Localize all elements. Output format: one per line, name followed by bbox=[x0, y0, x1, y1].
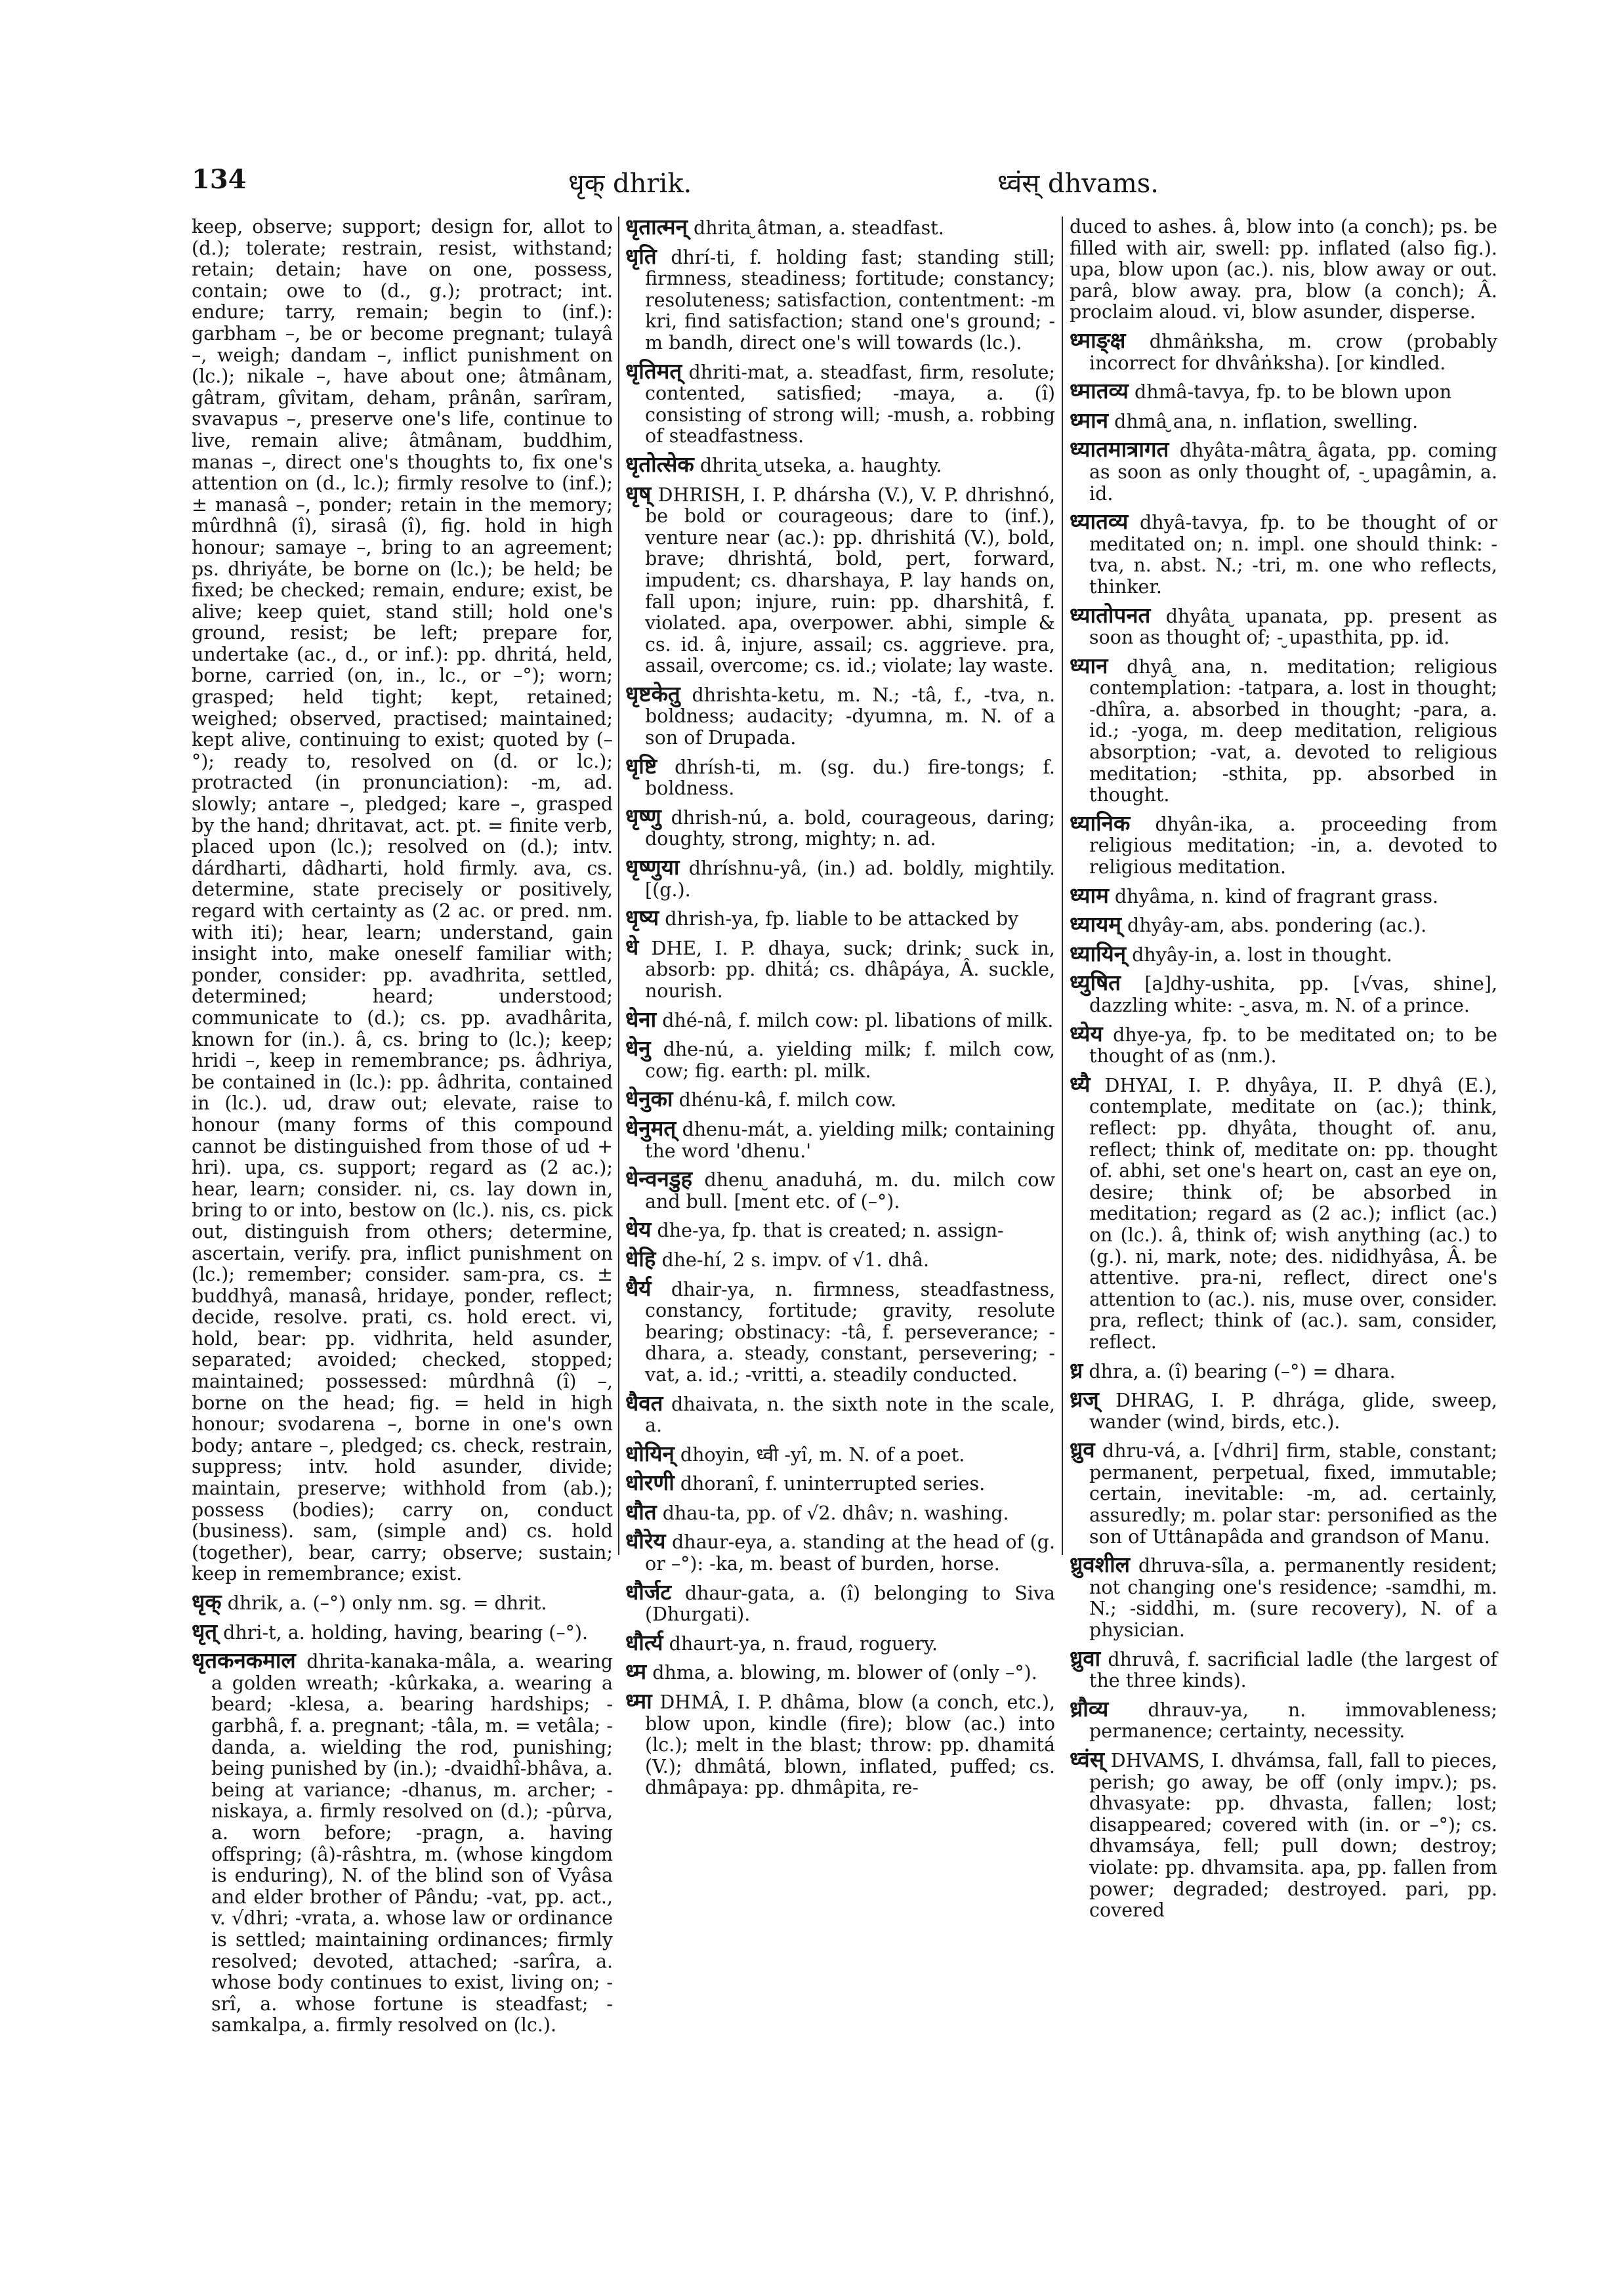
dictionary-entry bbox=[625, 451, 1055, 477]
headword: ध्मा bbox=[625, 1688, 652, 1714]
headword: धृक् bbox=[192, 1589, 222, 1615]
entry-text: dhaur-gata, a. (î) belonging to Siva (Dhurgati). bbox=[645, 1582, 1056, 1626]
headword: धृत् bbox=[192, 1618, 218, 1644]
dictionary-entry bbox=[1070, 436, 1497, 505]
dictionary-entry bbox=[1070, 378, 1497, 404]
entry-text: dhaur-eya, a. standing at the head of (g. or –°): -ka, m. beast of burden, horse. bbox=[645, 1531, 1055, 1575]
entry-text: dhmâṅksha, m. crow (probably incorrect for dhvâṅksha). [or kindled. bbox=[1089, 330, 1498, 374]
entry-text: dhrish-nú, a. bold, courageous, daring; doughty, strong, mighty; n. ad. bbox=[645, 806, 1055, 850]
dictionary-entry bbox=[1070, 940, 1497, 966]
entry-text: dhríshnu-yâ, (in.) ad. boldly, mightily. [(g.). bbox=[645, 858, 1055, 901]
entry-text: dhrita ̮âtman, a. steadfast. bbox=[694, 217, 944, 239]
entry-text: dhyây-am, abs. pondering (ac.). bbox=[1127, 915, 1427, 937]
dictionary-entry bbox=[625, 934, 1055, 1003]
dictionary-entry bbox=[192, 1589, 613, 1615]
entry-text: dhoyin, ध्वी -yî, m. N. of a poet. bbox=[680, 1443, 965, 1466]
headword: धृष्णुया bbox=[625, 854, 680, 880]
dictionary-entry bbox=[1070, 911, 1497, 938]
headword: ध्यानिक bbox=[1070, 810, 1131, 836]
headword: धोरणी bbox=[625, 1470, 675, 1496]
entry-text: [a]dhy-ushita, pp. [√vas, shine], dazzling white: - ̮asva, m. N. of a prince. bbox=[1089, 973, 1498, 1016]
dictionary-entry bbox=[1070, 602, 1498, 649]
headword: धौर्जट bbox=[625, 1579, 671, 1605]
headword: धेनुका bbox=[625, 1086, 673, 1112]
dictionary-entry bbox=[625, 243, 1055, 354]
dictionary-entry bbox=[625, 1661, 1055, 1684]
entry-text: dhrish-ya, fp. liable to be attacked by bbox=[665, 908, 1019, 930]
dictionary-entry bbox=[625, 1528, 1055, 1575]
headword: ध्म bbox=[625, 1659, 647, 1685]
headword: धृतोत्सेक bbox=[625, 451, 694, 477]
entry-text: dhru-vá, a. [√dhri] firm, stable, constant; permanent, perpetual, fixed, immutable; certain, inevitable: -m, ad. certainly, assuredly; m. polar star: personified as the son of Uttânapâda and grandson of Manu. bbox=[1089, 1440, 1497, 1548]
headword: ध्यातमात्रागत bbox=[1070, 436, 1169, 463]
dictionary-entry bbox=[1070, 508, 1498, 598]
entry-text: DHE, I. P. dhaya, suck; drink; suck in, absorb: pp. dhitá; cs. dhâpáya, Â. suckle, nourish. bbox=[645, 937, 1055, 1002]
entry-text: dhenu-mát, a. yielding milk; containing the word 'dhenu.' bbox=[645, 1118, 1055, 1162]
headword: ध्रौव्य bbox=[1070, 1695, 1109, 1722]
dictionary-entry bbox=[625, 1390, 1055, 1437]
entry-text: dhrita ̮utseka, a. haughty. bbox=[699, 454, 942, 476]
entry-text: dhmâ ̮ana, n. inflation, swelling. bbox=[1114, 410, 1419, 432]
dictionary-entry bbox=[625, 753, 1055, 800]
entry-text: dhmâ-tavya, fp. to be blown upon bbox=[1135, 381, 1452, 403]
dictionary-entry bbox=[625, 803, 1055, 850]
entry-text: dhri-t, a. holding, having, bearing (–°). bbox=[223, 1621, 589, 1644]
headword: धेन्वनडुह bbox=[625, 1166, 693, 1192]
dictionary-entry bbox=[1070, 407, 1497, 433]
entry-text: dhe-nú, a. yielding milk; f. milch cow, cow; fig. earth: pl. milk. bbox=[645, 1039, 1055, 1082]
entry-text: dhrik, a. (–°) only nm. sg. = dhrit. bbox=[227, 1592, 547, 1614]
dictionary-entry bbox=[1070, 1749, 1497, 1922]
dictionary-entry bbox=[625, 1472, 1055, 1495]
dictionary-entry bbox=[625, 1006, 1055, 1032]
dictionary-entry bbox=[1070, 1439, 1497, 1548]
dictionary-entry bbox=[1070, 652, 1497, 806]
dictionary-entry bbox=[1070, 1554, 1497, 1641]
dictionary-entry bbox=[625, 1629, 1055, 1655]
headword: धौर्त्य bbox=[625, 1629, 663, 1655]
dictionary-entry bbox=[625, 680, 1055, 749]
headword: ध्र bbox=[1070, 1357, 1083, 1383]
dictionary-entry bbox=[625, 1168, 1055, 1212]
entry-text: dhyâma, n. kind of fragrant grass. bbox=[1114, 885, 1439, 907]
entry-text: dhé-nâ, f. milch cow: pl. libations of milk. bbox=[662, 1009, 1054, 1031]
dictionary-entry bbox=[1070, 1695, 1497, 1743]
headword: धृष्टकेतु bbox=[625, 680, 680, 707]
dictionary-entry bbox=[625, 1115, 1055, 1162]
dictionary-entry bbox=[625, 358, 1056, 447]
dictionary-entry bbox=[625, 907, 1055, 930]
entry-text: dhrísh-ti, m. (sg. du.) fire-tongs; f. boldness. bbox=[645, 756, 1055, 800]
headword: ध्येय bbox=[1070, 1020, 1103, 1046]
dictionary-entry bbox=[1070, 810, 1497, 879]
entry-text: dhenu ̮anaduhá, m. du. milch cow and bull. [ment etc. of (–°). bbox=[645, 1169, 1055, 1212]
dictionary-entry bbox=[625, 1275, 1056, 1386]
entry-text: dhrita-kanaka-mâla, a. wearing a golden wreath; -kûrkaka, a. wearing a beard; -klesa, a. bearing hardships; -garbhâ, f. a. pregnant; -tâla, m. = vetâla; -danda, a. wielding the rod, punishing; being punished by (in.); -dvaidhî-bhâva, a. being at variance; -dhanus, m. archer; -niskaya, a. firmly resolved on (d.); -pûrva, a. worn before; -pragn, a. having offspring; (â)-râshtra, m. (whose kingdom is enduring), N. of the blind son of Vyâsa and elder brother of Pându; -vat, pp. act., v. √dhri; -vrata, a. whose law or ordinance is settled; maintaining ordinances; firmly resolved; devoted, attached; -sarîra, a. whose body continues to exist, living on; -srî, a. whose fortune is steadfast; -samkalpa, a. firmly resolved on (lc.). bbox=[211, 1651, 613, 2037]
dictionary-entry bbox=[625, 1440, 1055, 1466]
dictionary-entry bbox=[1070, 1357, 1497, 1383]
headword: ध्रुवशील bbox=[1070, 1552, 1131, 1578]
entry-text: keep, observe; support; design for, allot to (d.); tolerate; restrain, resist, withstand; retain; detain; have on one, possess, contain; owe to (d., g.); protract; int. endure; tarry, remain; begin to (inf.): garbham –, be or become pregnant; tulayâ –, weigh; dandam –, inflict punishment on (lc.); nikale –, have about one; âtmânam, gâtram, gîvitam, deham, prânân, sarîram, svavapus –, preserve one's life, continue to live, remain alive; âtmânam, buddhim, manas –, direct one's thoughts to, fix one's attention on (d., lc.); firmly resolve to (inf.); ± manasâ –, ponder; retain in the memory; mûrdhnâ (î), sirasâ (î), fig. hold in high honour; samaye –, bring to an agreement; ps. dhriyáte, be borne on (lc.); be held; be fixed; be checked; remain, endure; exist, be alive; keep quiet, stand still; hold one's ground, resist; be left; prepare for, undertake (ac., d., or inf.): pp. dhritá, held, borne, carried (on, in., lc., or –°); worn; grasped; held tight; kept, retained; weighed; observed, practised; maintained; kept alive, continuing to exist; quoted by (–°); ready to, resolved on (d. or lc.); protracted (in pronunciation): -m, ad. slowly; antare –, pledged; kare –, grasped by the hand; dhritavat, act. pt. = finite verb, placed upon (lc.); resolved on (d.); intv. dárdharti, dâdharti, hold firmly. ava, cs. determine, state precisely or positively, regard with certainty as (2 ac. or pred. nm. with iti); hear, learn; understand, gain insight into, make oneself familiar with; ponder, consider: pp. avadhrita, settled, determined; heard; understood; communicate to (d.); cs. pp. avadhârita, known for (in.). â, cs. bring to (lc.); keep; hridi –, keep in remembrance; ps. âdhriya, be contained in (lc.): pp. âdhrita, contained in (lc.). ud, draw out; elevate, raise to honour (many forms of this compound cannot be distinguished from those of ud + hri). upa, cs. support; regard as (2 ac.); hear, learn; consider. ni, cs. lay down in, bring to or into, bestow on (lc.). nis, cs. pick out, distinguish from others; determine, ascertain, verify. pra, inflict punishment on (lc.); remember; consider. sam-pra, cs. ± buddhyâ, manasâ, hridaye, ponder, reflect; decide, resolve. prati, cs. hold erect. vi, hold, bear: pp. vidhrita, held asunder, separated; avoided; checked, stopped; maintained; possessed: mûrdhnâ (î) –, borne on the head; fig. = held in high honour; svodarena –, borne in one's own body; antare –, pledged; cs. check, restrain, suppress; intv. hold asunder, divide; maintain, preserve; withhold from (ab.); possess (bodies); carry on, conduct (business). sam, (simple and) cs. hold (together), bear, carry; observe; sustain; keep in remembrance; exist. bbox=[192, 216, 613, 1585]
headword: धैवत bbox=[625, 1390, 663, 1416]
column-1 bbox=[192, 217, 613, 2043]
headword: धे bbox=[625, 934, 639, 960]
entry-text: dhaurt-ya, n. fraud, roguery. bbox=[669, 1632, 938, 1655]
headword: धैर्य bbox=[625, 1275, 652, 1301]
headword: ध्रज् bbox=[1070, 1386, 1099, 1413]
headword: ध्यायम् bbox=[1070, 911, 1121, 938]
entry-text: dhyâta ̮upanata, pp. present as soon as thought of; - ̮upasthita, pp. id. bbox=[1089, 605, 1498, 649]
dictionary-entry bbox=[625, 854, 1055, 901]
dictionary-entry bbox=[1070, 972, 1497, 1016]
page-header bbox=[192, 164, 1478, 203]
entry-text: dhaivata, n. the sixth note in the scale, a. bbox=[645, 1393, 1055, 1437]
dictionary-entry bbox=[625, 1688, 1056, 1799]
headword: ध्माङ्क्ष bbox=[1070, 327, 1126, 353]
entry-text: dhyâta-mâtra ̮âgata, pp. coming as soon as only thought of, - ̮upagâmin, a. id. bbox=[1089, 440, 1497, 505]
dictionary-entry bbox=[625, 480, 1055, 677]
dictionary-entry bbox=[1070, 1020, 1498, 1067]
dictionary-entry bbox=[625, 1216, 1055, 1243]
headword: धृतिमत् bbox=[625, 358, 682, 384]
dictionary-entry bbox=[1070, 1645, 1497, 1692]
entry-text: dhruvâ, f. sacrificial ladle (the largest of the three kinds). bbox=[1089, 1648, 1497, 1692]
entry-text: DHRISH, I. P. dhársha (V.), V. P. dhrishnó, be bold or courageous; dare to (inf.), venture near (ac.): pp. dhrishitá (V.), bold, brave; dhrishtá, bold, pert, forward, impudent; cs. dharshaya, P. lay hands on, fall upon; injure, ruin: pp. dharshitâ, f. violated. apa, overpower. abhi, simple & cs. id. â, injure, assail; cs. aggrieve. pra, assail, overcome; cs. id.; violate; lay waste. bbox=[645, 484, 1055, 677]
dictionary-entry bbox=[1070, 882, 1497, 908]
entry-text: dhe-hí, 2 s. impv. of √1. dhâ. bbox=[661, 1249, 930, 1271]
entry-text: dhruva-sîla, a. permanently resident; not changing one's residence; -samdhi, m. N.; -siddhi, m. (sure recovery), N. of a physician. bbox=[1089, 1555, 1497, 1642]
running-head-left: धृक् dhrik. bbox=[568, 169, 692, 199]
entry-text: DHVAMS, I. dhvámsa, fall, fall to pieces, perish; go away, be off (only impv.); ps. dhvasyate: pp. dhvasta, fallen; lost; disappeared; covered with (in. or –°); cs. dhvamsáya, fell; pull down; destroy; violate: pp. dhvamsita. apa, pp. fallen from power; degraded; destroyed. pari, pp. covered bbox=[1089, 1750, 1497, 1922]
headword: ध्यातव्य bbox=[1070, 508, 1129, 535]
dictionary-entry bbox=[192, 217, 613, 1585]
headword: ध्यातोपनत bbox=[1070, 602, 1151, 628]
entry-text: duced to ashes. â, blow into (a conch); ps. be filled with air, swell: pp. inflated (also fig.). upa, blow upon (ac.). nis, blow away or out. parâ, blow away. pra, blow (a conch); Â. proclaim aloud. vi, blow asunder, disperse. bbox=[1070, 216, 1497, 323]
page-number: 134 bbox=[192, 164, 247, 195]
dictionary-entry bbox=[625, 1579, 1056, 1626]
dictionary-entry bbox=[625, 1035, 1055, 1082]
headword: धौरेय bbox=[625, 1528, 666, 1554]
headword: ध्युषित bbox=[1070, 970, 1121, 996]
dictionary-entry bbox=[192, 1618, 613, 1644]
headword: धेहि bbox=[625, 1245, 656, 1272]
headword: ध्रुवा bbox=[1070, 1645, 1101, 1671]
headword: धृतकनकमाल bbox=[192, 1647, 296, 1674]
entry-text: DHYAI, I. P. dhyâya, II. P. dhyâ (E.), contemplate, meditate on (ac.); think, reflect: pp. dhyâta, thought of. anu, reflect; think of, meditate on: pp. thought of. abhi, set one's heart on, cast an eye on, desire; think of; be absorbed in meditation; regard as (2 ac.); inflict (ac.) on (lc.). â, think of; wish anything (ac.) to (g.). ni, mark, note; des. nididhyâsa, Â. be attentive. pra-ni, reflect, direct one's attention to (ac.). nis, muse over, consider. pra, reflect; think of (ac.). sam, consider, reflect. bbox=[1089, 1074, 1497, 1353]
entry-text: dhyây-in, a. lost in thought. bbox=[1132, 943, 1392, 966]
entry-text: dhyân-ika, a. proceeding from religious meditation; -in, a. devoted to religious meditation. bbox=[1089, 813, 1497, 879]
headword: धृष्य bbox=[625, 905, 659, 931]
entry-text: dhrauv-ya, n. immovableness; permanence; certainty, necessity. bbox=[1089, 1699, 1497, 1743]
dictionary-entry bbox=[625, 214, 1055, 239]
headword: धौत bbox=[625, 1499, 657, 1525]
dictionary-entry bbox=[192, 1647, 613, 2037]
headword: ध्याम bbox=[1070, 882, 1109, 908]
column-rule bbox=[1062, 217, 1063, 1555]
headword: ध्यायिन् bbox=[1070, 940, 1127, 966]
column-3 bbox=[1070, 217, 1497, 1928]
headword: धेना bbox=[625, 1006, 657, 1032]
headword: धृतात्मन् bbox=[625, 214, 688, 239]
entry-text: dhriti-mat, a. steadfast, firm, resolute; contented, satisfied; -maya, a. (î) consisting of strong will; -mush, a. robbing of steadfastness. bbox=[645, 361, 1056, 447]
headword: धेय bbox=[625, 1216, 652, 1243]
entry-text: dhyâ-tavya, fp. to be thought of or meditated on; n. impl. one should think: -tva, n. abst. N.; -tri, m. one who reflects, thinker. bbox=[1089, 512, 1498, 598]
headword: धेनुमत् bbox=[625, 1115, 677, 1141]
headword: ध्मातव्य bbox=[1070, 378, 1129, 404]
dictionary-entry bbox=[625, 1245, 1055, 1272]
entry-text: DHMÂ, I. P. dhâma, blow (a conch, etc.), blow upon, kindle (fire); blow (ac.) into (lc.); melt in the blast; throw: pp. dhamitá (V.); dhmâtá, blown, inflated, puffed; cs. dhmâpaya: pp. dhmâpita, re- bbox=[645, 1691, 1056, 1799]
entry-text: dhyâ ̮ana, n. meditation; religious contemplation: -tatpara, a. lost in thought; -dhîra, a. absorbed in thought; -para, a. id.; -yoga, m. deep meditation, religious absorption; -vat, a. devoted to religious meditation; -sthita, pp. absorbed in thought. bbox=[1089, 655, 1497, 806]
dictionary-entry bbox=[625, 1088, 1055, 1111]
column-rule bbox=[618, 217, 619, 1555]
dictionary-entry bbox=[1070, 327, 1498, 374]
entry-text: dhma, a. blowing, m. blower of (only –°). bbox=[652, 1662, 1037, 1684]
headword: धोयिन् bbox=[625, 1440, 675, 1466]
entry-text: dhrishta-ketu, m. N.; -tâ, f., -tva, n. boldness; audacity; -dyumna, m. N. of a son of Drupada. bbox=[645, 684, 1055, 749]
headword: धृति bbox=[625, 243, 657, 269]
entry-text: dhair-ya, n. firmness, steadfastness, constancy, fortitude; gravity, resolute bearing; obstinacy: -tâ, f. perseverance; -dhara, a. steady, constant, persevering; -vat, a. id.; -vritti, a. steadily conducted. bbox=[645, 1278, 1056, 1386]
entry-text: dhrí-ti, f. holding fast; standing still; firmness, steadiness; fortitude; constancy; resoluteness; satisfaction, contentment: -m kri, find satisfaction; stand one's ground; -m bandh, direct one's will towards (lc.). bbox=[645, 246, 1055, 354]
entry-text: dhau-ta, pp. of √2. dhâv; n. washing. bbox=[662, 1502, 1009, 1524]
headword: धेनु bbox=[625, 1035, 651, 1062]
entry-text: dhoranî, f. uninterrupted series. bbox=[680, 1473, 986, 1495]
entry-text: dhye-ya, fp. to be meditated on; to be thought of as (nm.). bbox=[1089, 1023, 1498, 1067]
entry-text: dhénu-kâ, f. milch cow. bbox=[678, 1089, 897, 1111]
dictionary-entry bbox=[1070, 1386, 1497, 1433]
headword: धृष् bbox=[625, 480, 652, 507]
dictionary-entry bbox=[625, 1499, 1055, 1525]
dictionary-entry bbox=[1070, 217, 1497, 323]
entry-text: dhra, a. (î) bearing (–°) = dhara. bbox=[1089, 1360, 1396, 1382]
headword: ध्मान bbox=[1070, 407, 1109, 433]
entry-text: DHRAG, I. P. dhrága, glide, sweep, wander (wind, birds, etc.). bbox=[1089, 1390, 1497, 1433]
headword: ध्यै bbox=[1070, 1071, 1091, 1097]
running-head-right: ध्वंस् dhvams. bbox=[997, 169, 1159, 199]
headword: धृष्टि bbox=[625, 753, 657, 779]
headword: ध्यान bbox=[1070, 652, 1108, 678]
headword: धृष्णु bbox=[625, 803, 661, 829]
entry-text: dhe-ya, fp. that is created; n. assign- bbox=[657, 1220, 1004, 1242]
headword: ध्वंस् bbox=[1070, 1747, 1105, 1772]
headword: ध्रुव bbox=[1070, 1437, 1095, 1463]
column-2 bbox=[625, 214, 1056, 1806]
dictionary-entry bbox=[1070, 1071, 1497, 1354]
